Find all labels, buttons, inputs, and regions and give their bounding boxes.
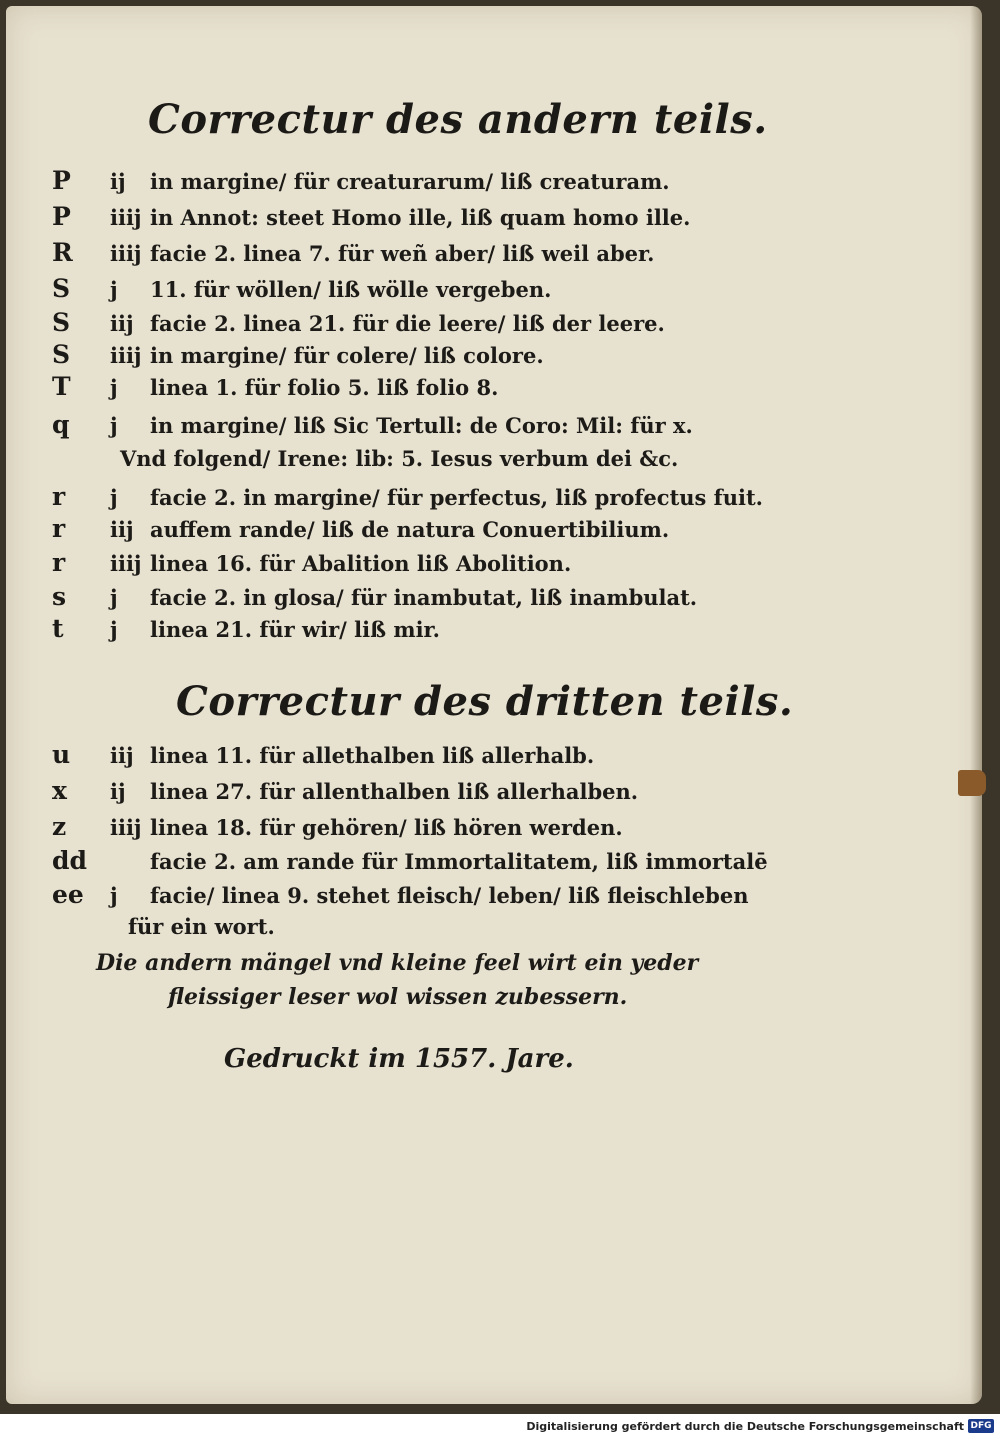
leaf-number: j [110, 375, 118, 400]
errata-text: in margine/ liß Sic Tertull: de Coro: Mil: für x. [150, 413, 693, 438]
errata-continuation: Vnd folgend/ Irene: lib: 5. Iesus verbum dei &c. [120, 446, 679, 471]
errata-entry [52, 812, 772, 848]
leaf-number: iiij [110, 551, 142, 576]
errata-text: facie 2. linea 21. für die leere/ liß der leere. [150, 311, 665, 336]
closing-note-line: Die andern mängel vnd kleine feel wirt ein yeder [96, 950, 699, 976]
errata-entry [52, 340, 772, 376]
errata-text: facie/ linea 9. stehet fleisch/ leben/ liß fleischleben [150, 883, 749, 908]
errata-text: linea 21. für wir/ liß mir. [150, 617, 440, 642]
errata-text: linea 11. für allethalben liß allerhalb. [150, 743, 595, 768]
errata-entry [52, 482, 772, 518]
errata-text: linea 18. für gehören/ liß hören werden. [150, 815, 623, 840]
errata-text: linea 1. für folio 5. liß folio 8. [150, 375, 499, 400]
signature-letter: r [52, 514, 66, 543]
signature-letter: r [52, 482, 66, 511]
errata-continuation: für ein wort. [128, 914, 275, 939]
errata-text: facie 2. in glosa/ für inambutat, liß inambulat. [150, 585, 698, 610]
leaf-number: iiij [110, 205, 142, 230]
errata-entry [52, 410, 772, 446]
errata-entry [52, 582, 772, 618]
errata-entry [52, 548, 772, 584]
signature-letter: P [52, 166, 71, 195]
signature-letter: S [52, 308, 71, 337]
signature-letter: s [52, 582, 67, 611]
signature-letter: r [52, 548, 66, 577]
errata-entry [52, 740, 772, 776]
errata-entry [52, 166, 772, 202]
errata-heading-third-part: Correctur des dritten teils. [176, 678, 794, 725]
signature-letter: P [52, 202, 71, 231]
leaf-number: iij [110, 517, 134, 542]
errata-entry [52, 274, 772, 310]
closing-note-line: fleissiger leser wol wissen zubessern. [168, 984, 628, 1010]
errata-text: auffem rande/ liß de natura Conuertibilium. [150, 517, 670, 542]
errata-text: facie 2. in margine/ für perfectus, liß profectus fuit. [150, 485, 763, 510]
digitization-footer [0, 1414, 1000, 1440]
signature-letter: x [52, 776, 67, 805]
errata-entry [52, 308, 772, 344]
leaf-number: j [110, 485, 118, 510]
signature-letter: dd [52, 846, 87, 875]
paper-tab-mark [958, 770, 986, 796]
errata-heading-second-part: Correctur des andern teils. [148, 96, 768, 143]
signature-letter: S [52, 340, 71, 369]
errata-text: in Annot: steet Homo ille, liß quam homo ille. [150, 205, 691, 230]
signature-letter: S [52, 274, 71, 303]
printing-imprint: Gedruckt im 1557. Jare. [224, 1044, 574, 1074]
signature-letter: ee [52, 880, 84, 909]
leaf-number: ij [110, 779, 126, 804]
signature-letter: z [52, 812, 67, 841]
errata-text: 11. für wöllen/ liß wölle vergeben. [150, 277, 552, 302]
errata-entry [52, 372, 772, 408]
signature-letter: q [52, 410, 70, 439]
signature-letter: u [52, 740, 71, 769]
errata-entry [52, 614, 772, 650]
leaf-number: iiij [110, 815, 142, 840]
errata-entry [52, 238, 772, 274]
leaf-number: j [110, 413, 118, 438]
leaf-number: j [110, 277, 118, 302]
leaf-number: iij [110, 743, 134, 768]
leaf-number: iiij [110, 241, 142, 266]
signature-letter: t [52, 614, 64, 643]
signature-letter: T [52, 372, 71, 401]
errata-text: linea 27. für allenthalben liß allerhalben. [150, 779, 639, 804]
errata-entry [52, 514, 772, 550]
leaf-number: ij [110, 169, 126, 194]
leaf-number: j [110, 883, 118, 908]
funding-credit: Digitalisierung gefördert durch die Deutsche Forschungsgemeinschaft [526, 1420, 964, 1433]
page-edge-shadow [970, 6, 982, 1404]
errata-entry [52, 846, 772, 882]
leaf-number: iiij [110, 343, 142, 368]
errata-text: facie 2. linea 7. für weñ aber/ liß weil aber. [150, 241, 655, 266]
errata-text: in margine/ für colere/ liß colore. [150, 343, 544, 368]
errata-entry [52, 202, 772, 238]
errata-entry [52, 880, 772, 916]
errata-text: facie 2. am rande für Immortalitatem, liß immortalē [150, 849, 768, 874]
leaf-number: iij [110, 311, 134, 336]
leaf-number: j [110, 617, 118, 642]
leaf-number: j [110, 585, 118, 610]
dfg-logo-icon: DFG [968, 1419, 994, 1433]
signature-letter: R [52, 238, 73, 267]
errata-text: linea 16. für Abalition liß Abolition. [150, 551, 572, 576]
errata-entry [52, 776, 772, 812]
errata-text: in margine/ für creaturarum/ liß creaturam. [150, 169, 670, 194]
